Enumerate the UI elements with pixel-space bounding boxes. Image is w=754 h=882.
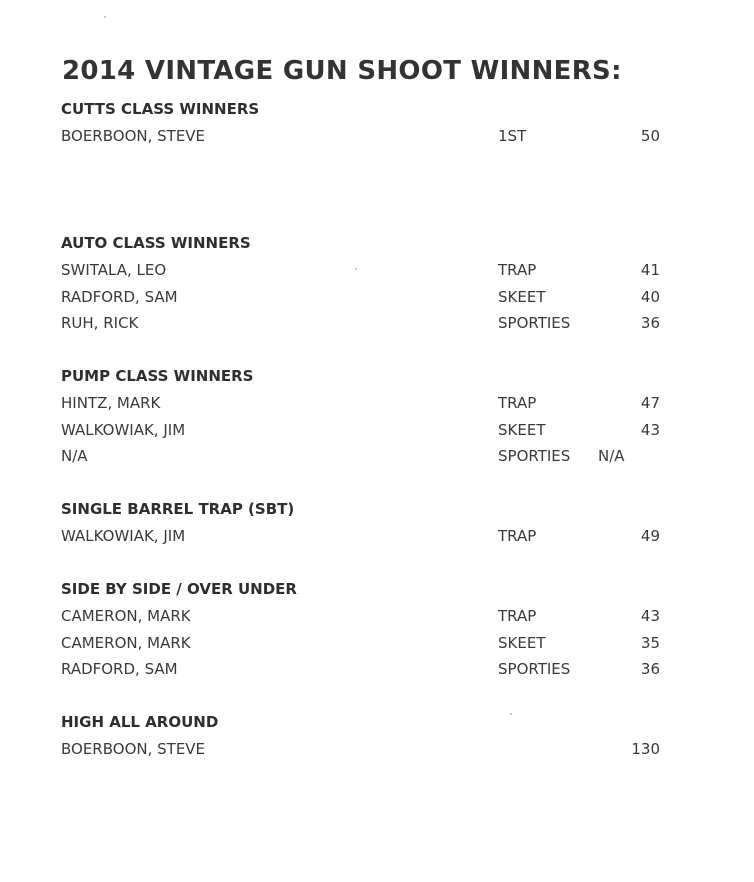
scan-speck <box>510 713 512 715</box>
event-label: SPORTIES <box>498 314 571 333</box>
event-label: SPORTIES <box>498 660 571 679</box>
score-value: 130 <box>631 740 660 758</box>
event-label: TRAP <box>498 261 537 279</box>
score-value: 49 <box>640 527 660 545</box>
section-heading: HIGH ALL AROUND <box>61 713 219 731</box>
shooter-name: BOERBOON, STEVE <box>61 740 206 758</box>
shooter-name: N/A <box>61 447 88 466</box>
result-row <box>61 736 701 763</box>
shooter-name: BOERBOON, STEVE <box>61 127 206 145</box>
score-value: 43 <box>640 420 660 439</box>
result-row <box>61 257 701 284</box>
section-auto-class <box>61 230 701 337</box>
event-label: SKEET <box>498 420 546 439</box>
event-label: SKEET <box>498 633 546 652</box>
section-heading: PUMP CLASS WINNERS <box>61 367 254 385</box>
section-heading: AUTO CLASS WINNERS <box>61 234 251 252</box>
result-row <box>61 603 701 630</box>
result-row <box>61 443 701 470</box>
section-heading: SINGLE BARREL TRAP (SBT) <box>61 500 295 518</box>
result-row <box>61 123 701 150</box>
score-value: N/A <box>598 447 625 466</box>
score-value: 36 <box>640 314 660 333</box>
section-pump-class <box>61 363 701 470</box>
shooter-name: RUH, RICK <box>61 314 139 333</box>
result-row <box>61 523 701 550</box>
scan-speck <box>104 16 106 18</box>
section-cutts-class <box>61 96 701 150</box>
shooter-name: CAMERON, MARK <box>61 607 191 625</box>
shooter-name: HINTZ, MARK <box>61 394 161 412</box>
scan-speck <box>355 268 357 270</box>
section-single-barrel-trap <box>61 496 701 550</box>
section-heading: SIDE BY SIDE / OVER UNDER <box>61 580 297 598</box>
shooter-name: WALKOWIAK, JIM <box>61 420 186 439</box>
section-side-by-side-over-under <box>61 576 701 683</box>
shooter-name: WALKOWIAK, JIM <box>61 527 186 545</box>
score-value: 50 <box>640 127 660 145</box>
shooter-name: RADFORD, SAM <box>61 287 178 306</box>
score-value: 35 <box>640 633 660 652</box>
score-value: 36 <box>640 660 660 679</box>
shooter-name: SWITALA, LEO <box>61 261 167 279</box>
score-value: 40 <box>640 287 660 306</box>
event-label: 1ST <box>498 127 527 145</box>
event-label: TRAP <box>498 527 537 545</box>
section-high-all-around <box>61 709 701 763</box>
page-title: 2014 VINTAGE GUN SHOOT WINNERS: <box>62 56 622 86</box>
event-label: TRAP <box>498 394 537 412</box>
result-row <box>61 630 701 657</box>
score-value: 41 <box>640 261 660 279</box>
result-row <box>61 284 701 311</box>
shooter-name: CAMERON, MARK <box>61 633 191 652</box>
result-row <box>61 417 701 444</box>
event-label: SKEET <box>498 287 546 306</box>
result-row <box>61 310 701 337</box>
score-value: 43 <box>640 607 660 625</box>
score-value: 47 <box>640 394 660 412</box>
event-label: TRAP <box>498 607 537 625</box>
result-row <box>61 656 701 683</box>
result-row <box>61 390 701 417</box>
section-heading: CUTTS CLASS WINNERS <box>61 100 260 118</box>
event-label: SPORTIES <box>498 447 571 466</box>
shooter-name: RADFORD, SAM <box>61 660 178 679</box>
